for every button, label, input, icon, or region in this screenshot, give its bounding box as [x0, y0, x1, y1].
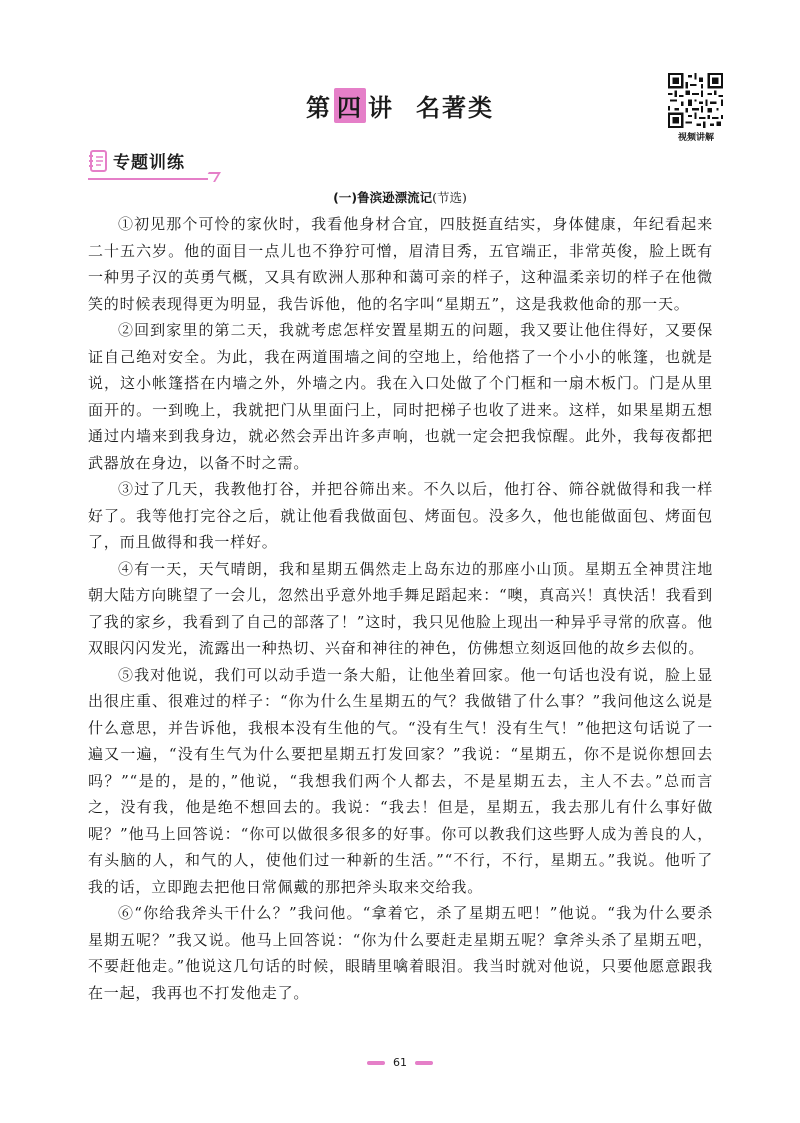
paragraph-2: ②回到家里的第二天，我就考虑怎样安置星期五的问题，我又要让他住得好，又要保证自己绝对安全。为此，我在两道围墙之间的空地上，给他搭了一个小小的帐篷，也就是说，这小帐篷搭在内墙之外，外墙之内。我在入口处做了个门框和一扇木板门。门是从里面开的。一到晚上，我就把门从里面闩上，同时把梯子也收了进来。这样，如果星期五想通过内墙来到我身边，就必然会弄出许多声响，也就一定会把我惊醒。此外，我每夜都把武器放在身边，以备不时之需。: [88, 321, 713, 472]
paragraph-3: ③过了几天，我教他打谷，并把谷筛出来。不久以后，他打谷、筛谷就做得和我一样好了。我等他打完谷之后，就让他看我做面包、烤面包。没多久，他也能做面包、烤面包了，而且做得和我一样好。: [88, 480, 713, 551]
qr-code-label: 视频讲解: [677, 133, 714, 143]
passage-title-main: (一)鲁滨逊漂流记: [333, 190, 433, 205]
footer-bar-right: [415, 1061, 433, 1065]
notebook-icon: [88, 150, 108, 172]
section-label: 专题训练: [113, 153, 185, 173]
paragraph-1: ①初见那个可怜的家伙时，我看他身材合宜，四肢挺直结实，身体健康，年纪看起来二十五六岁。他的面目一点儿也不狰狞可憎，眉清目秀，五官端正，非常英俊，脸上既有一种男子汉的英勇气概，又具有欧洲人那种和蔼可亲的样子，这种温柔亲切的样子在他微笑的时候表现得更为明显，我告诉他，他的名字叫“星期五”，这是我救他命的那一天。: [88, 215, 713, 313]
paragraph-4: ④有一天，天气晴朗，我和星期五偶然走上岛东边的那座小山顶。星期五全神贯注地朝大陆方向眺望了一会儿，忽然出乎意外地手舞足蹈起来：“噢，真高兴！真快活！我看到了我的家乡，我看到了自己的部落了！”这时，我只见他脸上现出一种异乎寻常的欣喜。他双眼闪闪发光，流露出一种热切、兴奋和神往的神色，仿佛想立刻返回他的故乡去似的。: [88, 559, 713, 657]
passage-title-note: (节选): [432, 190, 467, 205]
paragraph-5: ⑤我对他说，我们可以动手造一条大船，让他坐着回家。他一句话也没有说，脸上显出很庄重、很难过的样子：“你为什么生星期五的气？我做错了什么事？”我问他这么说是什么意思，并告诉他，我根本没有生他的气。“没有生气！没有生气！”他把这句话说了一遍又一遍，“没有生气为什么要把星期五打发回家？”我说：“星期五，你不是说你想回去吗？”“是的，是的，”他说，“我想我们两个人都去，不是星期五去，主人不去。”总而言之，没有我，他是绝不想回去的。我说：“我去！但是，星期五，我去那儿有什么事好做呢？”他马上回答说：“你可以做很多很多的好事。你可以教我们这些野人成为善良的人，有头脑的人，和气的人，使他们过一种新的生活。”“不行，不行，星期五。”我说。他听了我的话，立即跑去把他日常佩戴的那把斧头取来交给我。: [88, 665, 713, 896]
passage-body: [88, 211, 713, 1006]
title-middle: 讲: [368, 94, 394, 122]
page-number: 61: [393, 1056, 407, 1069]
title-number-badge: 四: [334, 88, 366, 123]
paragraph-6: ⑥“你给我斧头干什么？”我问他。“拿着它，杀了星期五吧！”他说。“我为什么要杀星期五呢？”我又说。他马上回答说：“你为什么要赶走星期五呢？拿斧头杀了星期五吧，不要赶他走。”他说这几句话的时候，眼睛里噙着眼泪。我当时就对他说，只要他愿意跟我在一起，我再也不打发他走了。: [88, 904, 713, 1002]
footer-bar-left: [367, 1061, 385, 1065]
title-prefix: 第: [306, 94, 332, 122]
section-underline-tail: [203, 172, 221, 182]
qr-code-icon[interactable]: [668, 73, 723, 128]
page-footer: [0, 1056, 800, 1069]
section-underline: [88, 178, 208, 180]
title-topic: 名著类: [416, 94, 494, 122]
section-header: [88, 148, 185, 173]
passage-title: [0, 188, 800, 206]
